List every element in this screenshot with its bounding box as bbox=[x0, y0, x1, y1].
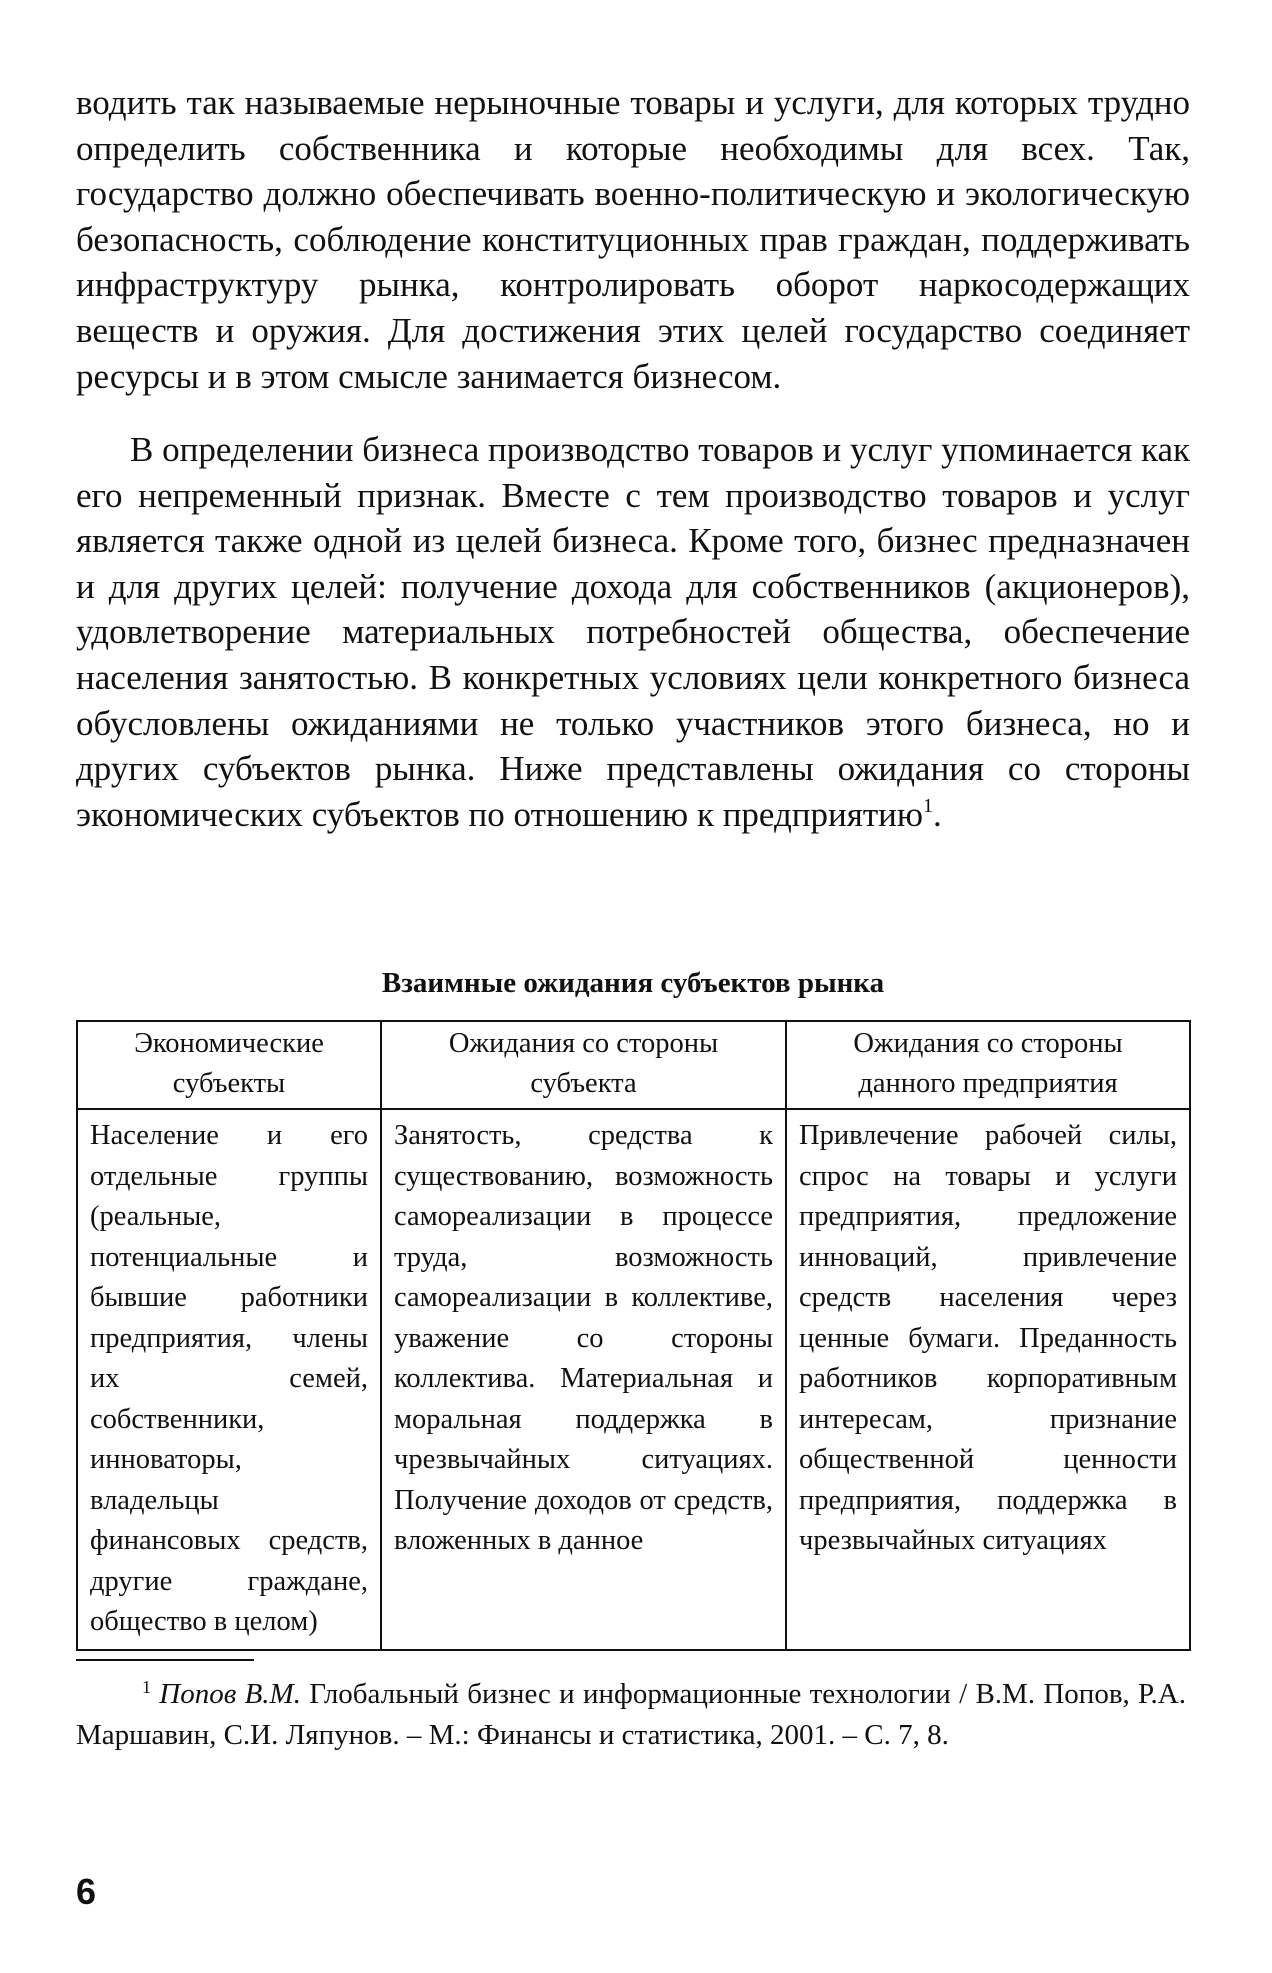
header-text: данного предприятия bbox=[858, 1068, 1118, 1099]
table-header-row bbox=[77, 1021, 1190, 1109]
body-paragraph-1 bbox=[76, 80, 1190, 399]
page-number: 6 bbox=[76, 1871, 97, 1912]
header-cell-enterprise-expectations bbox=[786, 1021, 1190, 1109]
footnote-reference: 1 bbox=[923, 794, 934, 817]
paragraph-1-text: водить так называемые нерыночные товары и услуги, для которых трудно определить собственника и которые необходимы для всех. Так, государство должно обеспечивать военно-политическую и экологическую безопасность, соблюдение конституционных прав граждан, поддерживать инфраструктуру рынка, контролировать оборот наркосодержащих веществ и оружия. Для достижения этих целей государство соединяет ресурсы и в этом смысле занимается бизнесом. bbox=[76, 83, 1190, 396]
table-caption: Взаимные ожидания субъектов рынка bbox=[381, 967, 885, 999]
header-cell-subject-expectations bbox=[381, 1021, 786, 1109]
body-paragraph-2 bbox=[76, 427, 1190, 837]
footnote-author: Попов В.М. bbox=[159, 1678, 301, 1710]
table-cell: Занятость, средства к существованию, возможность самореализации в процессе труда, возможность самореализации в коллективе, уважение со стороны коллектива. Материальная и моральная поддержка в чрезвычайных ситуациях. Получение доходов от средств, вложенных в данное bbox=[381, 1109, 786, 1650]
paragraph-2-text: В определении бизнеса производство товаров и услуг упоминается как его непременный признак. Вместе с тем производство товаров и услуг является также одной из целей бизнеса. Кроме того, бизнес предназначен и для других целей: получение дохода для собственников (акционеров), удовлетворение материальных потребностей общества, обеспечение населения занятостью. В конкретных условиях цели конкретного бизнеса обусловлены ожиданиями не только участников этого бизнеса, но и других субъектов рынка. Ниже представлены ожидания со стороны экономических субъектов по отношению к предприятию bbox=[76, 430, 1190, 834]
table-cell: Население и его отдельные группы (реальные, потенциальные и бывшие работники предприятия, члены их семей, собственники, инноваторы, владельцы финансовых средств, другие граждане, общество в целом) bbox=[77, 1109, 381, 1650]
header-text: Ожидания со стороны bbox=[448, 1028, 719, 1059]
header-text: Ожидания со стороны bbox=[853, 1028, 1123, 1059]
footnote-divider bbox=[76, 1659, 254, 1661]
header-text: субъекты bbox=[172, 1068, 286, 1099]
footnote-mark: 1 bbox=[142, 1677, 151, 1697]
footnote-text: Глобальный бизнес и информационные технологии / В.М. Попов, Р.А. Маршавин, С.И. Ляпунов. – М.: Финансы и статистика, 2001. – С. 7, 8. bbox=[76, 1678, 1186, 1751]
paragraph-2-end: . bbox=[933, 794, 942, 834]
header-cell-subjects bbox=[77, 1021, 381, 1109]
footnote bbox=[76, 1674, 1186, 1756]
table-row bbox=[77, 1109, 1190, 1650]
table-cell: Привлечение рабочей силы, спрос на товары и услуги предприятия, предложение инноваций, привлечение средств населения через ценные бумаги. Преданность работников корпоративным интересам, признание общественной ценности предприятия, поддержка в чрезвычайных ситуациях bbox=[786, 1109, 1190, 1650]
header-text: Экономические bbox=[134, 1028, 324, 1059]
expectations-table bbox=[76, 1020, 1191, 1651]
header-text: субъекта bbox=[530, 1068, 637, 1099]
